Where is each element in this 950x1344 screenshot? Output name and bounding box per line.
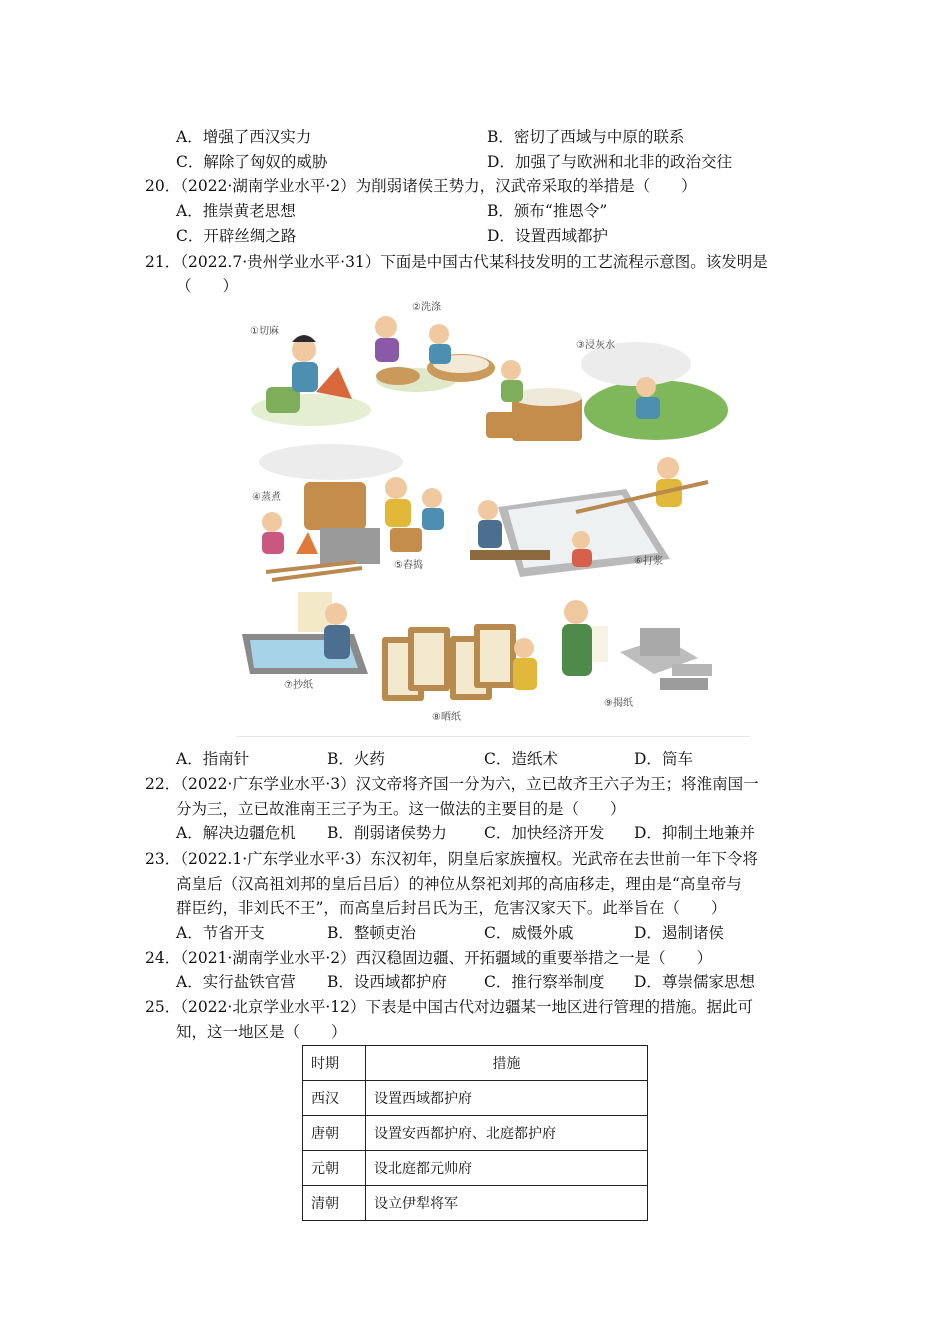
step-label-6: ⑥打浆	[634, 556, 663, 567]
step-label-7: ⑦抄纸	[284, 680, 313, 691]
step-label-3: ③浸灰水	[576, 340, 615, 351]
step-label-2: ②洗涤	[412, 302, 441, 313]
table-cell-measure: 设立伊犁将军	[366, 1186, 648, 1221]
step-label-8: ⑧晒纸	[432, 712, 461, 723]
q23-option-c[interactable]: C．威慑外戚	[484, 924, 574, 942]
step-label-4: ④蒸煮	[252, 492, 281, 503]
table-header-row	[303, 1046, 648, 1081]
q24-stem: 24．（2021·湖南学业水平·2）西汉稳固边疆、开拓疆域的重要举措之一是（ ）	[145, 949, 713, 967]
q19-option-c[interactable]: C．解除了匈奴的威胁	[176, 153, 328, 171]
q23-number: 23．	[145, 850, 181, 868]
papermaking-process-illustration	[236, 292, 750, 737]
q22-stem: 22．（2022·广东学业水平·3）汉文帝将齐国一分为六，立已故齐王六子为王；将淮南国一	[145, 775, 759, 793]
q25-stem-cont: 知，这一地区是（ ）	[176, 1023, 347, 1041]
step-label-1: ①切麻	[250, 326, 279, 337]
q20-option-a[interactable]: A．推崇黄老思想	[176, 202, 296, 220]
step-beating-pulp	[470, 457, 708, 577]
table-cell-measure: 设置西域都护府	[366, 1081, 648, 1116]
table-row	[303, 1151, 648, 1186]
q21-number: 21．	[145, 253, 181, 271]
q20-option-d[interactable]: D．设置西域都护	[487, 227, 608, 245]
q23-stem: 23．（2022.1·广东学业水平·3）东汉初年，阴皇后家族擅权。光武帝在去世前一年下令将	[145, 850, 758, 868]
table-cell-period: 清朝	[303, 1186, 366, 1221]
table-row	[303, 1186, 648, 1221]
q21-option-d[interactable]: D．筒车	[634, 750, 693, 768]
q25-number: 25．	[145, 998, 181, 1016]
q21-option-b[interactable]: B．火药	[327, 750, 385, 768]
step-drying	[382, 624, 537, 701]
step-steaming	[259, 444, 403, 580]
q23-option-d[interactable]: D．遏制诸侯	[634, 924, 724, 942]
table-cell-period: 元朝	[303, 1151, 366, 1186]
step-washing	[375, 316, 495, 392]
step-label-9: ⑨揭纸	[604, 698, 633, 709]
q21-option-a[interactable]: A．指南针	[176, 750, 250, 768]
q23-stem-cont-1: 高皇后（汉高祖刘邦的皇后吕后）的神位从祭祀刘邦的高庙移走，理由是“高皇帝与	[176, 875, 742, 893]
q19-option-d[interactable]: D．加强了与欧洲和北非的政治交往	[487, 153, 732, 171]
q22-option-d[interactable]: D．抑制土地兼并	[634, 824, 755, 842]
q25-stem: 25．（2022·北京学业水平·12）下表是中国古代对边疆某一地区进行管理的措施。据此可	[145, 998, 754, 1016]
q21-option-c[interactable]: C．造纸术	[484, 750, 558, 768]
q20-stem: 20．（2022·湖南学业水平·2）为削弱诸侯王势力，汉武帝采取的举措是（ ）	[145, 177, 697, 195]
table-row	[303, 1081, 648, 1116]
step-label-5: ⑤舂捣	[394, 560, 423, 571]
q24-number: 24．	[145, 949, 181, 967]
q20-option-b[interactable]: B．颁布“推恩令”	[487, 202, 608, 220]
q22-stem-cont: 分为三，立已故淮南王三子为王。这一做法的主要目的是（ ）	[176, 800, 626, 818]
q20-option-c[interactable]: C．开辟丝绸之路	[176, 227, 297, 245]
step-cutting-hemp	[251, 335, 371, 426]
table-cell-period: 西汉	[303, 1081, 366, 1116]
q21-stem: 21．（2022.7·贵州学业水平·31）下面是中国古代某科技发明的工艺流程示意图。该发明是	[145, 253, 768, 271]
step-pounding	[385, 477, 444, 552]
papermaking-process-svg	[236, 292, 750, 736]
table-header-measure: 措施	[366, 1046, 648, 1081]
frontier-measures-table	[302, 1045, 648, 1221]
table-header-period: 时期	[303, 1046, 366, 1081]
table-cell-period: 唐朝	[303, 1116, 366, 1151]
q20-number: 20．	[145, 177, 181, 195]
step-lime-soaking	[486, 342, 728, 441]
q23-option-b[interactable]: B．整顿吏治	[327, 924, 416, 942]
q22-option-c[interactable]: C．加快经济开发	[484, 824, 605, 842]
step-peeling-paper	[562, 600, 712, 690]
q23-stem-cont-2: 群臣约，非刘氏不王”，而高皇后封吕氏为王，危害汉家天下。此举旨在（ ）	[176, 899, 727, 917]
q24-option-a[interactable]: A．实行盐铁官营	[176, 973, 296, 991]
q24-option-c[interactable]: C．推行察举制度	[484, 973, 605, 991]
table-cell-measure: 设北庭都元帅府	[366, 1151, 648, 1186]
q23-option-a[interactable]: A．节省开支	[176, 924, 265, 942]
step-forming-sheets	[242, 592, 368, 674]
q22-option-a[interactable]: A．解决边疆危机	[176, 824, 296, 842]
q24-option-b[interactable]: B．设西域都护府	[327, 973, 447, 991]
q24-option-d[interactable]: D．尊崇儒家思想	[634, 973, 755, 991]
q22-option-b[interactable]: B．削弱诸侯势力	[327, 824, 447, 842]
q19-option-a[interactable]: A．增强了西汉实力	[176, 128, 312, 146]
q19-option-b[interactable]: B．密切了西域与中原的联系	[487, 128, 685, 146]
q22-number: 22．	[145, 775, 181, 793]
table-row	[303, 1116, 648, 1151]
table-cell-measure: 设置安西都护府、北庭都护府	[366, 1116, 648, 1151]
q21-stem-bracket: （ ）	[176, 277, 239, 295]
